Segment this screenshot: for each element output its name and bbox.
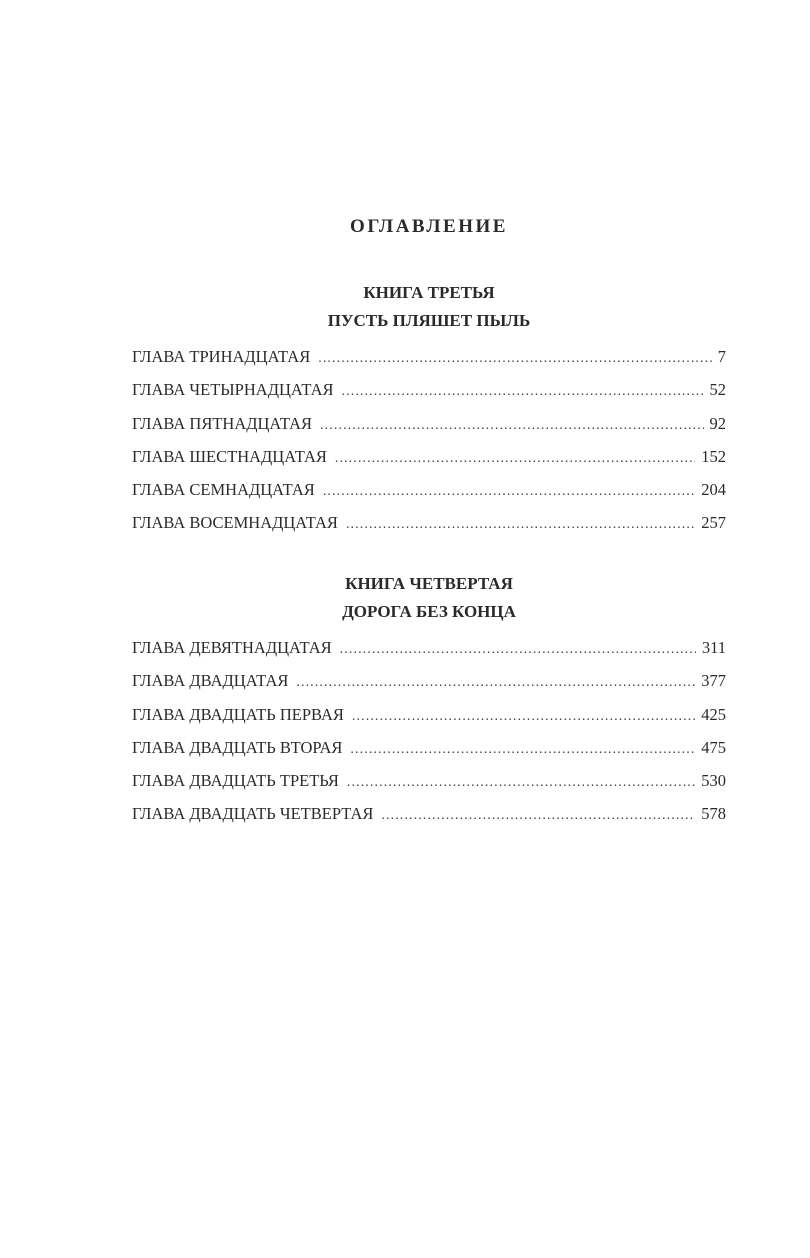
dot-leader bbox=[347, 766, 695, 799]
toc-title: ОГЛАВЛЕНИЕ bbox=[350, 216, 508, 237]
book-label: КНИГА ЧЕТВЕРТАЯ bbox=[345, 574, 513, 593]
chapter-page-number: 377 bbox=[701, 671, 726, 691]
dot-leader bbox=[323, 475, 695, 508]
chapter-title: ГЛАВА ВОСЕМНАДЦАТАЯ bbox=[132, 513, 338, 533]
dot-leader bbox=[346, 508, 695, 541]
chapter-page-number: 578 bbox=[701, 804, 726, 824]
chapter-page-number: 475 bbox=[701, 737, 726, 757]
chapter-title: ГЛАВА СЕМНАДЦАТАЯ bbox=[132, 480, 315, 500]
chapter-entry[interactable] bbox=[132, 731, 726, 764]
book-label: КНИГА ТРЕТЬЯ bbox=[363, 283, 495, 302]
chapter-entry[interactable] bbox=[132, 664, 726, 697]
chapter-entry[interactable] bbox=[132, 473, 726, 506]
book-section-4 bbox=[132, 570, 726, 831]
chapter-entry[interactable] bbox=[132, 698, 726, 731]
chapter-entry[interactable] bbox=[132, 340, 726, 373]
chapter-page-number: 530 bbox=[701, 771, 726, 791]
chapter-title: ГЛАВА ДВАДЦАТАЯ bbox=[132, 671, 289, 691]
dot-leader bbox=[296, 666, 695, 699]
chapter-page-number: 257 bbox=[701, 513, 726, 533]
chapter-entry[interactable] bbox=[132, 797, 726, 830]
dot-leader bbox=[352, 700, 695, 733]
chapter-entry[interactable] bbox=[132, 407, 726, 440]
chapter-page-number: 204 bbox=[701, 480, 726, 500]
chapter-title: ГЛАВА ПЯТНАДЦАТАЯ bbox=[132, 413, 313, 433]
chapter-entry[interactable] bbox=[132, 373, 726, 406]
book-section-3 bbox=[132, 279, 726, 540]
chapter-page-number: 311 bbox=[701, 638, 726, 657]
dot-leader bbox=[350, 733, 695, 766]
chapter-page-number: 152 bbox=[701, 446, 726, 466]
dot-leader bbox=[318, 342, 712, 375]
chapter-title: ГЛАВА ДВАДЦАТЬ ТРЕТЬЯ bbox=[132, 771, 339, 791]
chapter-entry[interactable] bbox=[132, 764, 726, 797]
book-subtitle: ДОРОГА БЕЗ КОНЦА bbox=[342, 602, 516, 621]
dot-leader bbox=[342, 375, 704, 408]
chapter-page-number: 52 bbox=[709, 380, 726, 400]
dot-leader bbox=[335, 442, 695, 475]
chapter-page-number: 425 bbox=[701, 704, 726, 724]
chapter-entry[interactable] bbox=[132, 440, 726, 473]
chapter-title: ГЛАВА ДВАДЦАТЬ ЧЕТВЕРТАЯ bbox=[132, 804, 374, 824]
chapter-list bbox=[132, 631, 726, 831]
chapter-entry[interactable] bbox=[132, 631, 726, 664]
chapter-entry[interactable] bbox=[132, 506, 726, 539]
chapter-title: ГЛАВА ДВАДЦАТЬ ВТОРАЯ bbox=[132, 737, 343, 757]
chapter-page-number: 7 bbox=[717, 347, 726, 366]
chapter-title: ГЛАВА ШЕСТНАДЦАТАЯ bbox=[132, 446, 327, 466]
dot-leader bbox=[320, 409, 703, 442]
book-subtitle: ПУСТЬ ПЛЯШЕТ ПЫЛЬ bbox=[327, 311, 531, 330]
dot-leader bbox=[340, 633, 696, 666]
chapter-title: ГЛАВА ТРИНАДЦАТАЯ bbox=[132, 347, 311, 366]
chapter-page-number: 92 bbox=[709, 413, 726, 433]
dot-leader bbox=[381, 799, 695, 832]
chapter-list bbox=[132, 340, 726, 540]
chapter-title: ГЛАВА ДВАДЦАТЬ ПЕРВАЯ bbox=[132, 704, 344, 724]
chapter-title: ГЛАВА ЧЕТЫРНАДЦАТАЯ bbox=[132, 380, 334, 400]
chapter-title: ГЛАВА ДЕВЯТНАДЦАТАЯ bbox=[132, 638, 332, 657]
